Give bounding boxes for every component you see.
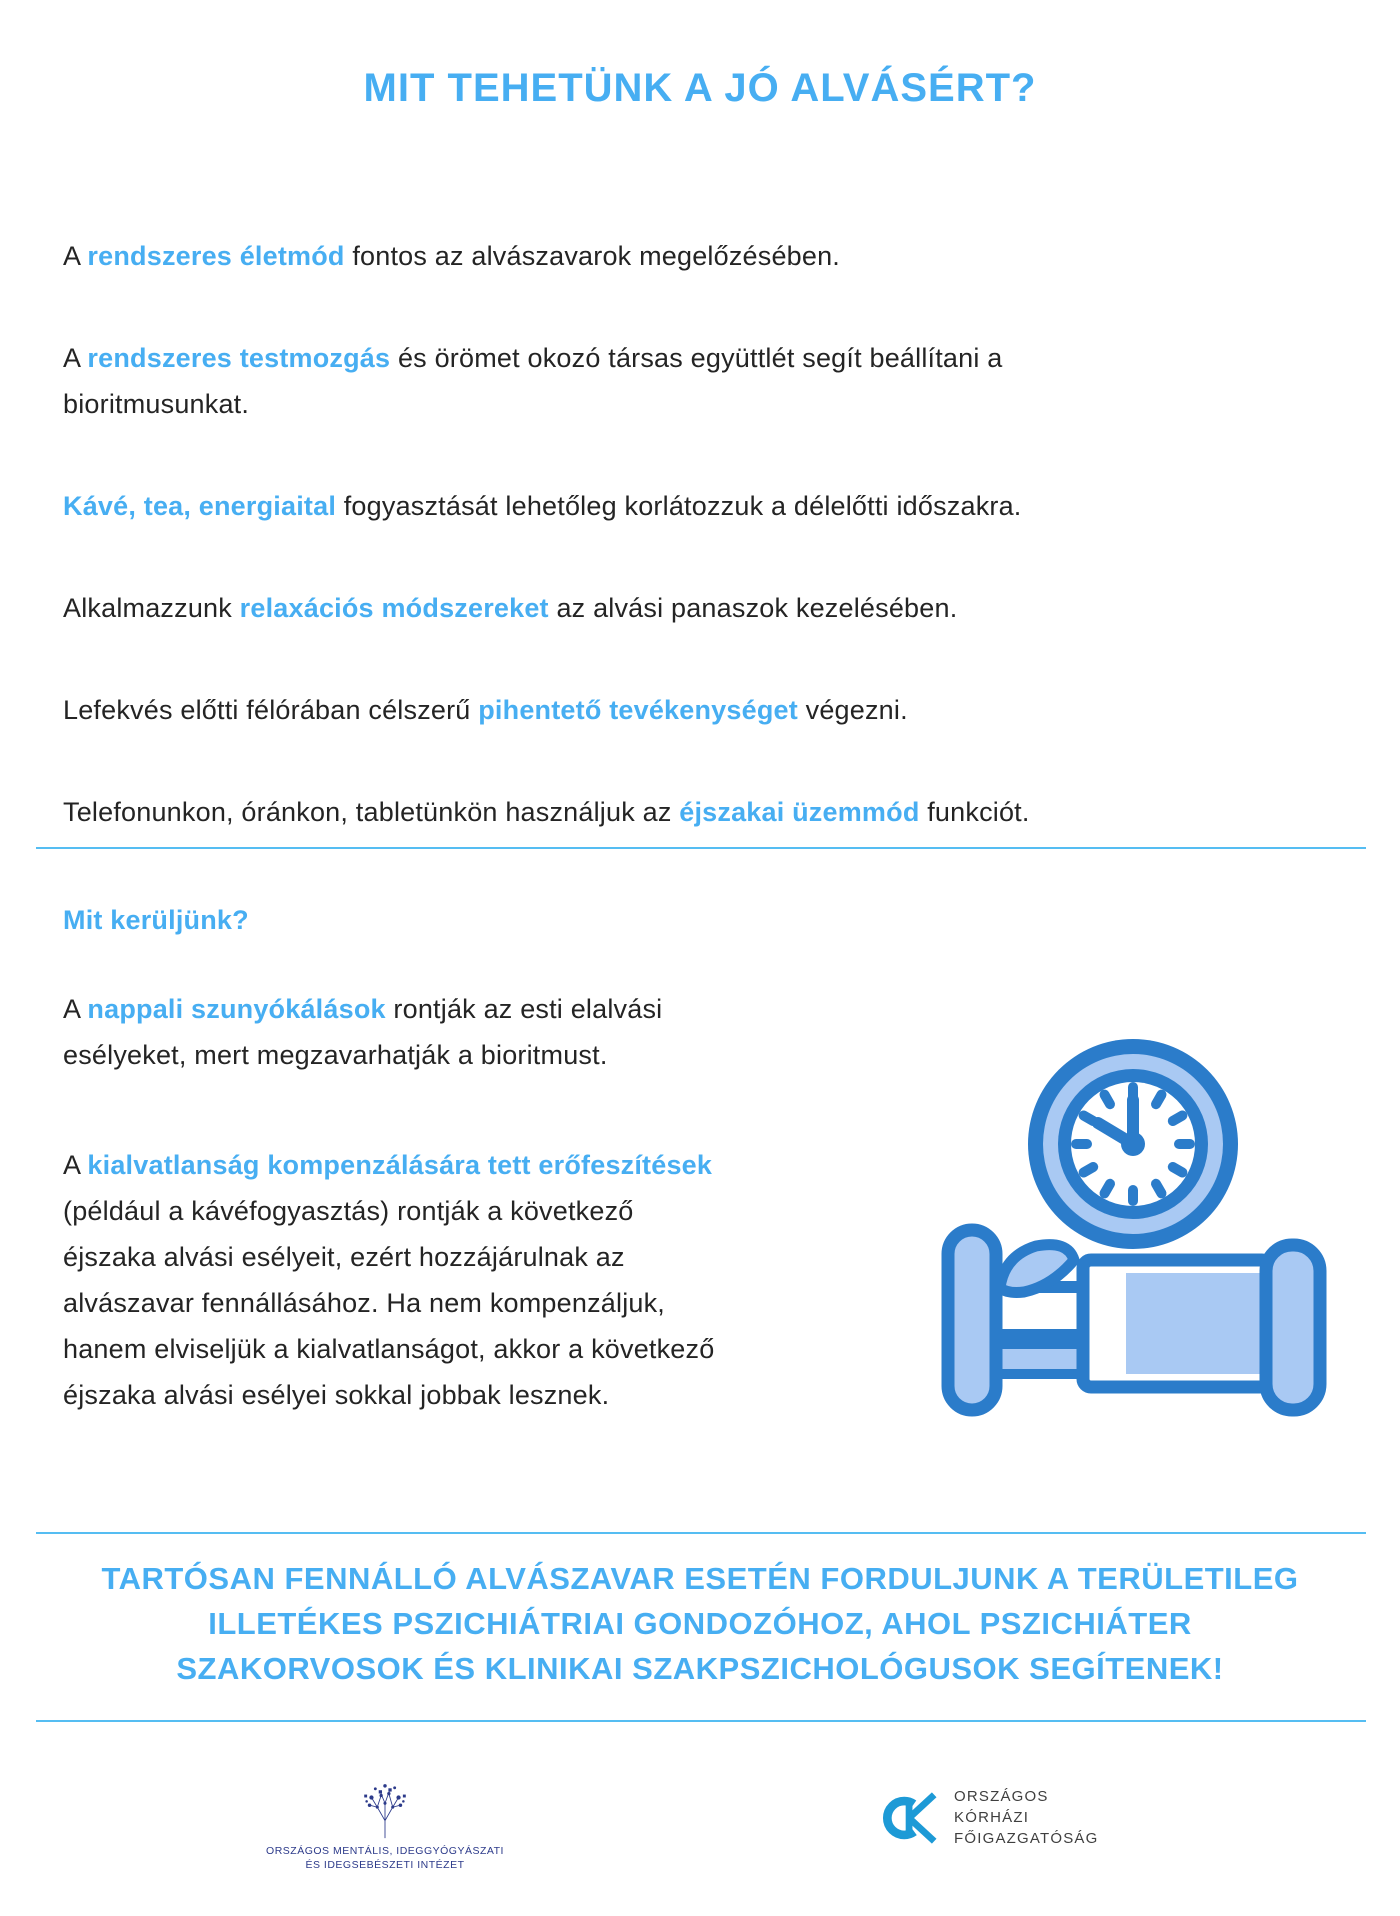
page-title: MIT TEHETÜNK A JÓ ALVÁSÉRT?: [363, 66, 1037, 110]
tips-section: [63, 233, 1353, 891]
hospital-directorate-logo: [882, 1786, 1099, 1849]
left-logo-text-line1: ORSZÁGOS MENTÁLIS, IDEGGYÓGYÁSZATI: [266, 1845, 504, 1857]
right-logo-text: ORSZÁGOS KÓRHÁZI FŐIGAZGATÓSÁG: [954, 1788, 1099, 1847]
section-divider: [36, 1532, 1366, 1534]
cta-text: TARTÓSAN FENNÁLLÓ ALVÁSZAVAR ESETÉN FORDULJUNK A TERÜLETILEG ILLETÉKES PSZICHIÁTRIAI GONDOZÓHOZ, AHOL PSZICHIÁTER SZAKORVOSOK ÉS KLINIKAI SZAKPSZICHOLÓGUSOK SEGÍTENEK!: [101, 1561, 1299, 1686]
section-divider: [36, 847, 1366, 849]
left-logo-text-line2: ÉS IDEGSEBÉSZETI INTÉZET: [305, 1859, 465, 1871]
blanket-fill: [1126, 1273, 1263, 1374]
headboard: [948, 1230, 996, 1410]
bed-and-clock-icon: [938, 1030, 1343, 1462]
tip-paragraph: A rendszeres testmozgás és örömet okozó társas együttlét segít beállítani a bioritmusunkat.: [63, 343, 1003, 419]
avoid-paragraph: A nappali szunyókálások rontják az esti elalvási esélyeket, mert megzavarhatják a bioritmust.: [63, 994, 663, 1070]
tip-paragraph: Alkalmazzunk relaxációs módszereket az alvási panaszok kezelésében.: [63, 593, 958, 623]
footboard: [1266, 1245, 1320, 1410]
mental-institute-logo: [250, 1782, 520, 1872]
ck-monogram-icon: [882, 1791, 940, 1845]
section-divider: [36, 1720, 1366, 1722]
neural-tree-icon: [359, 1782, 411, 1840]
tip-paragraph: Lefekvés előtti félórában célszerű pihentető tevékenységet végezni.: [63, 695, 908, 725]
tip-paragraph: A rendszeres életmód fontos az alvászavarok megelőzésében.: [63, 241, 841, 271]
clock: [1028, 1039, 1238, 1249]
tip-paragraph: Kávé, tea, energiaital fogyasztását lehetőleg korlátozzuk a délelőtti időszakra.: [63, 491, 1022, 521]
tip-paragraph: Telefonunkon, óránkon, tabletünkön használjuk az éjszakai üzemmód funkciót.: [63, 797, 1030, 827]
avoid-section-text: [63, 986, 721, 1482]
avoid-section-heading: Mit kerüljünk?: [63, 905, 249, 935]
avoid-paragraph: A kialvatlanság kompenzálására tett erőfeszítések (például a kávéfogyasztás) rontják a következő éjszaka alvási esélyeit, ezért hozzájárulnak az alvászavar fennállásához. Ha nem kompenzáljuk, hanem elviseljük a kialvatlanságot, akkor a következő éjszaka alvási esélyei sokkal jobbak lesznek.: [63, 1150, 715, 1410]
